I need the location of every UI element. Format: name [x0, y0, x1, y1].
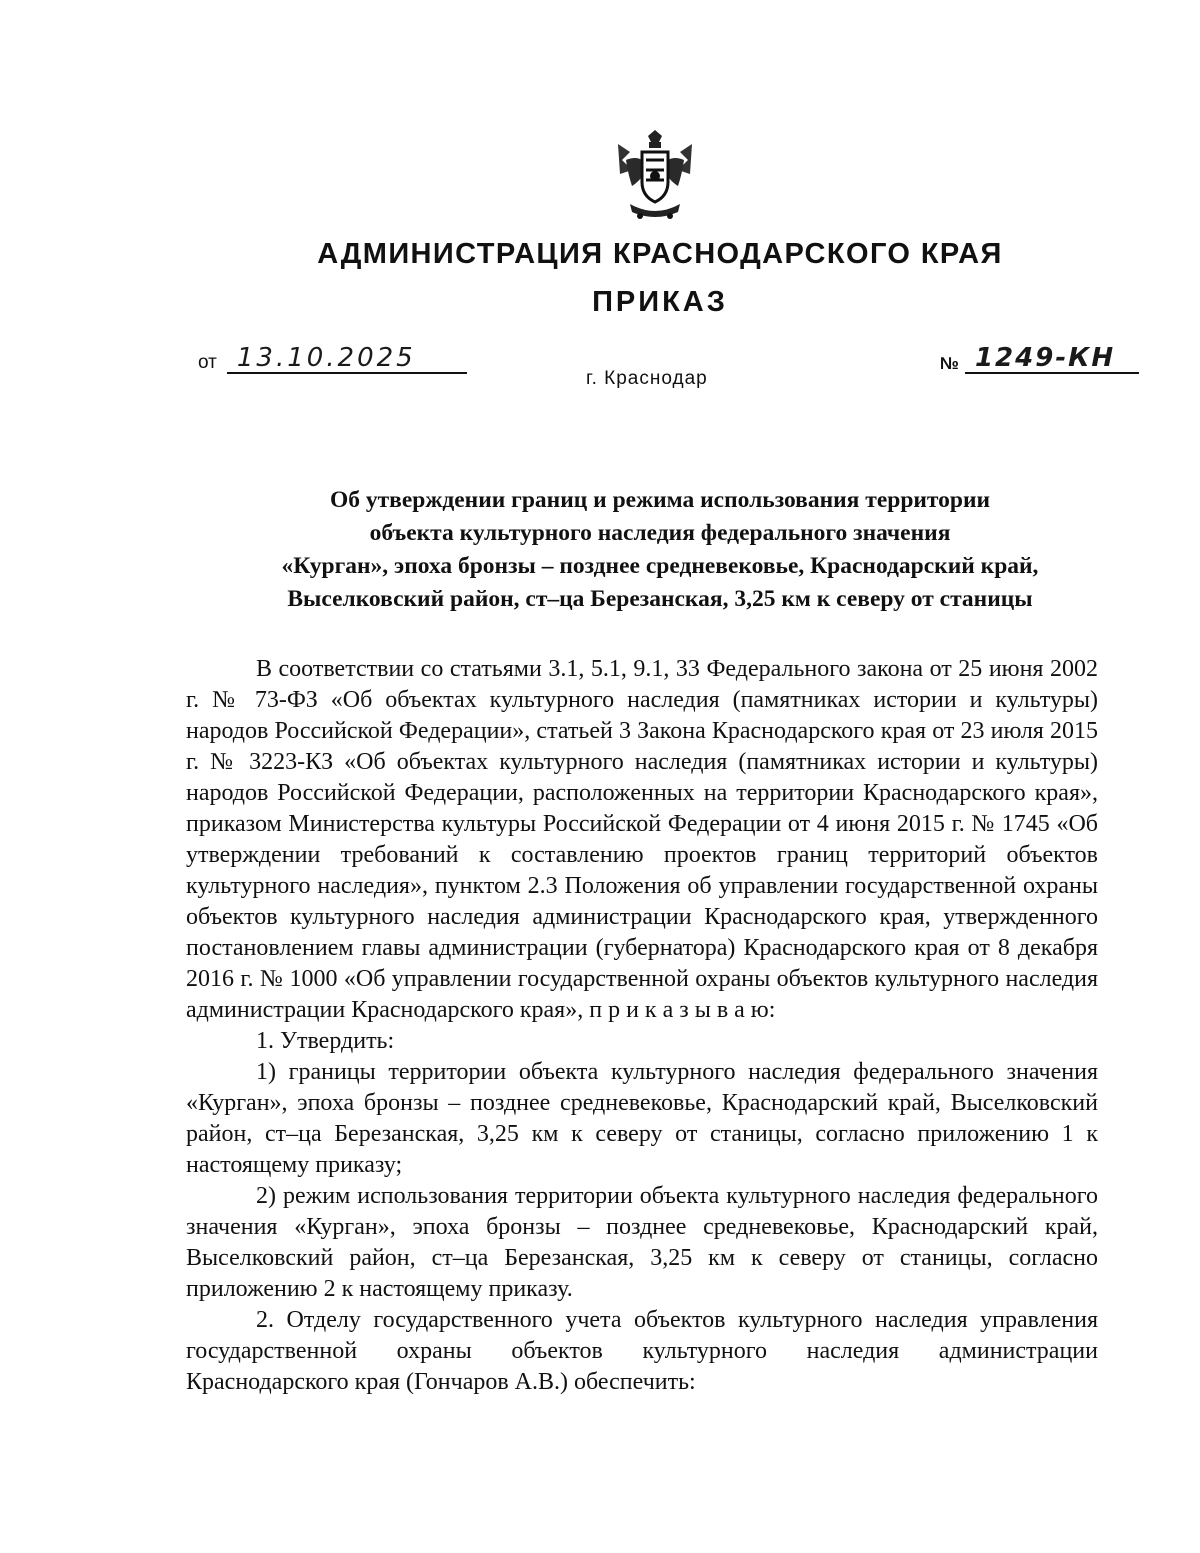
number-field: [940, 344, 1139, 374]
preamble-text: В соответствии со статьями 3.1, 5.1, 9.1, 33 Федерального закона от 25 июня 2002 г. № 73-ФЗ «Об объектах культурного наследия (памятниках истории и культуры) народов Российской Федерации», статьей 3 Закона Краснодарского края от 23 июля 2015 г. № 3223-КЗ «Об объектах культурного наследия (памятниках истории и культуры) народов Российской Федерации, расположенных на территории Краснодарского края», приказом Министерства культуры Российской Федерации от 4 июня 2015 г. № 1745 «Об утверждении требований к составлению проектов границ территорий объектов культурного наследия», пунктом 2.3 Положения об управлении государственной охраны объектов культурного наследия администрации Краснодарского края, утвержденного постановлением главы администрации (губернатора) Краснодарского края от 8 декабря 2016 г. № 1000 «Об управлении государственной охраны объектов культурного наследия администрации Краснодарского края»,: [186, 656, 1098, 1023]
date-prefix: от: [198, 352, 217, 373]
order-word: п р и к а з ы в а ю:: [589, 997, 776, 1023]
date-value: 13.10.2025: [227, 344, 467, 374]
document-title: [160, 484, 1160, 616]
document-type: ПРИКАЗ: [592, 286, 728, 318]
item-1-2: 2) режим использования территории объекта культурного наследия федерального значения «Курган», эпоха бронзы – позднее средневековье, Краснодарский край, Выселковский район, ст–ца Березанская, 3,25 км к северу от станицы, согласно приложению 2 к настоящему приказу.: [186, 1183, 1098, 1302]
title-line: «Курган», эпоха бронзы – позднее средневековье, Краснодарский край,: [281, 553, 1039, 579]
date-field: [198, 344, 467, 374]
preamble-paragraph: [186, 654, 1098, 1026]
item-1: 1. Утвердить:: [256, 1028, 395, 1054]
coat-of-arms-emblem: [612, 130, 698, 222]
title-line: Выселковский район, ст–ца Березанская, 3,25 км к северу от станицы: [287, 586, 1033, 612]
title-line: объекта культурного наследия федерального значения: [369, 520, 951, 546]
title-line: Об утверждении границ и режима использования территории: [329, 487, 991, 513]
organization-name: АДМИНИСТРАЦИЯ КРАСНОДАРСКОГО КРАЯ: [317, 238, 1003, 270]
document-body: [186, 654, 1098, 1398]
number-prefix: №: [940, 354, 959, 373]
coat-of-arms-icon: [612, 130, 698, 222]
item-1-1: 1) границы территории объекта культурного наследия федерального значения «Курган», эпоха бронзы – позднее средневековье, Краснодарский край, Выселковский район, ст–ца Березанская, 3,25 км к северу от станицы, согласно приложению 1 к настоящему приказу;: [186, 1059, 1098, 1178]
city: г. Краснодар: [586, 368, 708, 389]
item-2: 2. Отделу государственного учета объектов культурного наследия управления государственной охраны объектов культурного наследия администрации Краснодарского края (Гончаров А.В.) обеспечить:: [186, 1307, 1098, 1395]
number-value: 1249-КН: [965, 344, 1139, 374]
